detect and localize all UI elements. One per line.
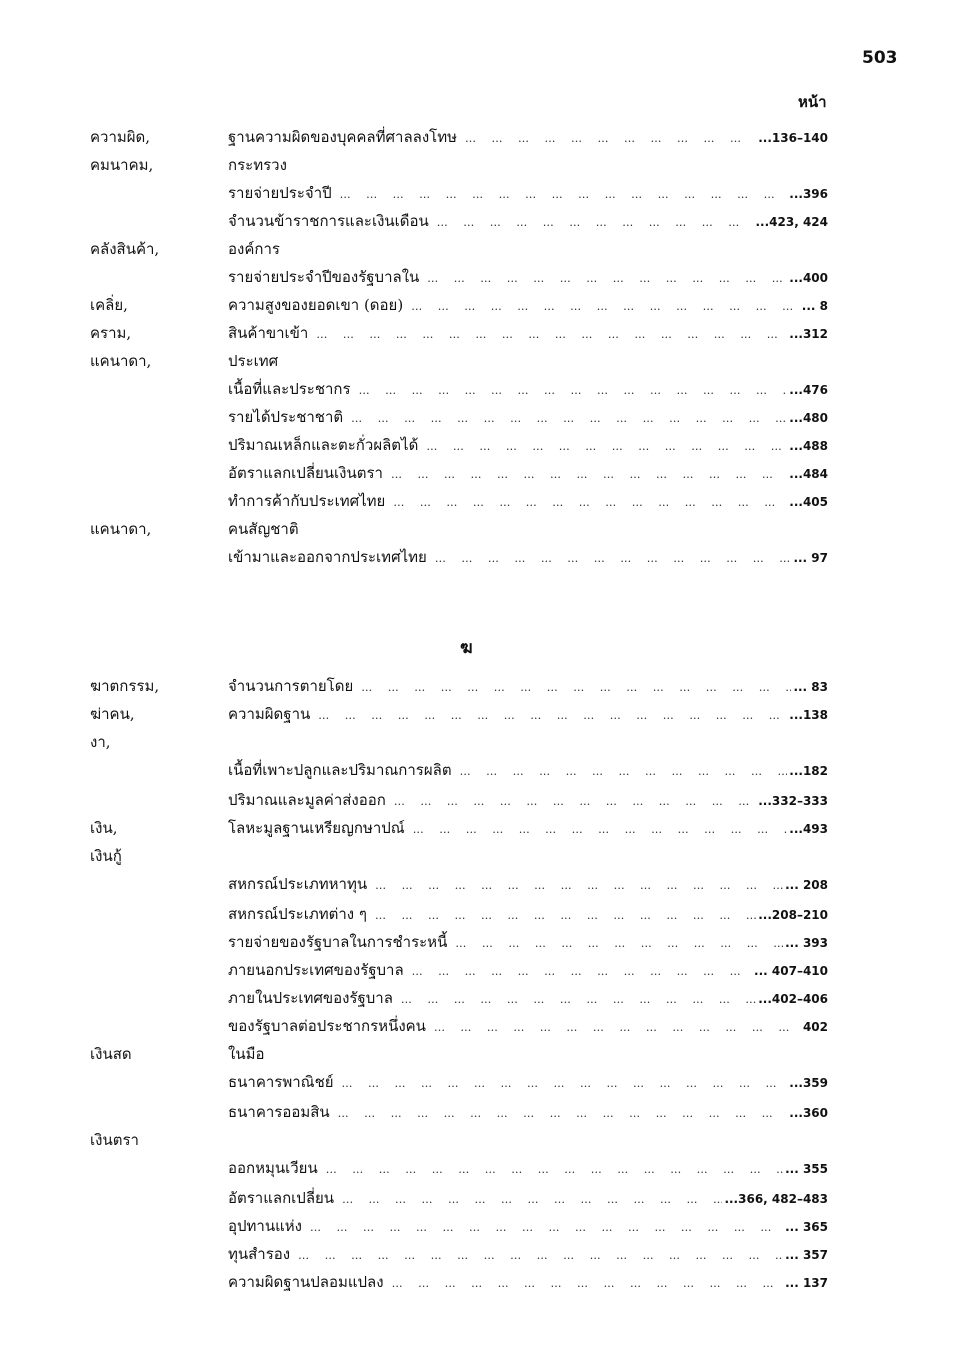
dot-leader [413,816,788,844]
index-row [0,672,966,700]
page-reference: ...332–333 [758,794,828,808]
index-entry [228,984,828,1014]
index-entry [228,459,828,489]
page-reference: ...359 [789,1076,828,1090]
entry-description: เนื้อที่และประชากร [228,380,351,398]
index-entry [228,1040,828,1068]
entry-description: ประเทศ [228,352,279,370]
index-row [0,487,966,515]
index-row [0,756,966,786]
page-reference: ... 137 [785,1276,828,1290]
index-row [0,1012,966,1040]
entry-description: ปริมาณเหล็กและตะกั่วผลิตได้ [228,436,419,454]
index-entry [228,235,828,263]
index-term: ความผิด, [90,128,151,146]
page-reference: ...400 [789,271,828,285]
entry-description: ของรัฐบาลต่อประชากรหนึ่งคน [228,1017,426,1035]
dot-leader [342,1186,722,1214]
index-entry [228,1098,828,1128]
dot-leader [435,545,792,573]
index-term: เคลิ่ย, [90,296,128,314]
index-row [0,263,966,291]
index-row [0,984,966,1012]
index-row [0,842,966,870]
index-row [0,928,966,956]
index-entry [228,672,828,702]
index-entry [228,900,828,930]
index-term: ฆาตกรรม, [90,677,160,695]
dot-leader [426,433,787,461]
page-reference: ... 208 [785,878,828,892]
index-entry [228,487,828,517]
entry-description: สหกรณ์ประเภทต่าง ๆ [228,905,367,923]
index-term: แคนาดา, [90,520,152,538]
page-reference: ...488 [789,439,828,453]
index-row [0,235,966,263]
index-entry [228,263,828,293]
page-reference: ...484 [789,467,828,481]
page-reference: ... 365 [785,1220,828,1234]
page-number: 503 [862,48,898,68]
index-entry [228,123,828,153]
dot-leader [394,788,756,816]
page-reference: ... 97 [793,551,828,565]
index-entry [228,403,828,433]
index-row [0,700,966,728]
entry-description: ธนาคารออมสิน [228,1103,330,1121]
index-row [0,459,966,487]
entry-description: สินค้าขาเข้า [228,324,309,342]
dot-leader [310,1214,783,1242]
dot-leader [427,265,787,293]
entry-description: ในมือ [228,1045,265,1063]
dot-leader [434,1014,801,1042]
page-reference: ...208–210 [758,908,828,922]
index-row [0,1240,966,1268]
entry-description: ทุนสำรอง [228,1245,291,1263]
index-row [0,1212,966,1240]
index-row [0,870,966,900]
index-entry [228,543,828,573]
index-row [0,123,966,151]
index-row [0,1154,966,1184]
index-row [0,319,966,347]
index-entry [228,814,828,844]
page-reference: ... 357 [785,1248,828,1262]
dot-leader [411,293,800,321]
index-row [0,1098,966,1126]
index-entry [228,319,828,349]
section-letter: ฆ [460,638,473,658]
index-entry [228,291,828,321]
index-entry [228,870,828,900]
page-reference: ...396 [789,187,828,201]
dot-leader [465,125,756,153]
page-reference: ...405 [789,495,828,509]
index-term: คลังสินค้า, [90,240,160,258]
index-term: คมนาคม, [90,156,154,174]
index-entry [228,515,828,543]
dot-leader [298,1242,783,1270]
dot-leader [401,986,756,1014]
index-entry [228,1154,828,1184]
index-row [0,900,966,928]
index-row [0,347,966,375]
page-reference: ... 83 [793,680,828,694]
index-entry [228,207,828,237]
index-term: เงินสด [90,1045,132,1063]
entry-description: รายได้ประชาชาติ [228,408,344,426]
entry-description: กระทรวง [228,156,287,174]
dot-leader [375,872,783,900]
index-term: แคนาดา, [90,352,152,370]
index-row [0,728,966,756]
entry-description: โลหะมูลฐานเหรียญกษาปณ์ [228,819,405,837]
dot-leader [359,377,788,405]
entry-description: รายจ่ายประจำปี [228,184,332,202]
page-reference: ... 8 [801,299,828,313]
index-entry [228,756,828,786]
index-row [0,786,966,814]
dot-leader [455,930,783,958]
page-reference: ...182 [789,764,828,778]
index-entry [228,1268,828,1298]
index-row [0,1040,966,1068]
index-entry [228,151,828,179]
index-row [0,1184,966,1212]
page-reference: ...423, 424 [755,215,828,229]
index-entry [228,956,828,986]
index-entry [228,347,828,375]
index-entry [228,1212,828,1242]
dot-leader [342,1070,788,1098]
dot-leader [316,321,787,349]
dot-leader [338,1100,788,1128]
entry-description: คนสัญชาติ [228,520,299,538]
entry-description: ธนาคารพาณิชย์ [228,1073,334,1091]
index-entry [228,786,828,816]
dot-leader [412,958,752,986]
page-reference: ...138 [789,708,828,722]
entry-description: ภายนอกประเทศของรัฐบาล [228,961,404,979]
page-reference: ...493 [789,822,828,836]
index-row [0,151,966,179]
index-row [0,515,966,543]
index-row [0,1068,966,1098]
index-row [0,431,966,459]
index-entry [228,375,828,405]
entry-description: รายจ่ายของรัฐบาลในการชำระหนี้ [228,933,448,951]
index-row [0,543,966,571]
page-reference: ...366, 482–483 [724,1192,828,1206]
page-column-label: หน้า [798,93,827,111]
entry-description: รายจ่ายประจำปีของรัฐบาลใน [228,268,420,286]
dot-leader [393,489,787,517]
entry-description: อัตราแลกเปลี่ยนเงินตรา [228,464,383,482]
entry-description: เนื้อที่เพาะปลูกและปริมาณการผลิต [228,761,452,779]
index-entry [228,179,828,209]
index-term: เงินตรา [90,1131,139,1149]
index-row [0,956,966,984]
dot-leader [392,1270,784,1298]
entry-description: ปริมาณและมูลค่าส่งออก [228,791,386,809]
dot-leader [340,181,788,209]
page-reference: ... 407–410 [754,964,828,978]
page-reference: ...136–140 [758,131,828,145]
page-reference: 402 [802,1020,828,1034]
entry-description: จำนวนข้าราชการและเงินเดือน [228,212,429,230]
index-entry [228,928,828,958]
index-row [0,1126,966,1154]
index-term: เงิน, [90,819,118,837]
index-entry [228,1012,828,1042]
page-reference: ...360 [789,1106,828,1120]
index-row [0,375,966,403]
page-reference: ...312 [789,327,828,341]
index-term: คราม, [90,324,132,342]
dot-leader [460,758,788,786]
index-section-kho [0,672,966,1296]
page-reference: ...476 [789,383,828,397]
dot-leader [437,209,754,237]
dot-leader [361,674,791,702]
index-row [0,291,966,319]
entry-description: ออกหมุนเวียน [228,1159,318,1177]
index-row [0,814,966,842]
entry-description: ทำการค้ากับประเทศไทย [228,492,386,510]
index-row [0,1268,966,1296]
page-reference: ...480 [789,411,828,425]
index-entry [228,700,828,730]
index-row [0,403,966,431]
entry-description: ความผิดฐานปลอมแปลง [228,1273,384,1291]
page-reference: ... 393 [785,936,828,950]
dot-leader [318,702,787,730]
dot-leader [375,902,756,930]
entry-description: อัตราแลกเปลี่ยน [228,1189,335,1207]
entry-description: องค์การ [228,240,280,258]
index-entry [228,1184,828,1214]
index-entry [228,1240,828,1270]
entry-description: จำนวนการตายโดย [228,677,354,695]
index-term: ฆ่าคน, [90,705,135,723]
entry-description: ความผิดฐาน [228,705,311,723]
dot-leader [326,1156,783,1184]
index-section-kh [0,123,966,571]
dot-leader [391,461,787,489]
entry-description: อุปทานแห่ง [228,1217,302,1235]
page-reference: ... 355 [785,1162,828,1176]
dot-leader [351,405,787,433]
entry-description: ความสูงของยอดเขา (ดอย) [228,296,404,314]
entry-description: ภายในประเทศของรัฐบาล [228,989,393,1007]
index-entry [228,1068,828,1098]
page-reference: ...402–406 [758,992,828,1006]
index-term: งา, [90,733,111,751]
index-row [0,207,966,235]
entry-description: เข้ามาและออกจากประเทศไทย [228,548,427,566]
index-row [0,179,966,207]
index-entry [228,431,828,461]
index-term: เงินกู้ [90,847,122,865]
entry-description: สหกรณ์ประเภทหาทุน [228,875,368,893]
entry-description: ฐานความผิดของบุคคลที่ศาลลงโทษ [228,128,457,146]
